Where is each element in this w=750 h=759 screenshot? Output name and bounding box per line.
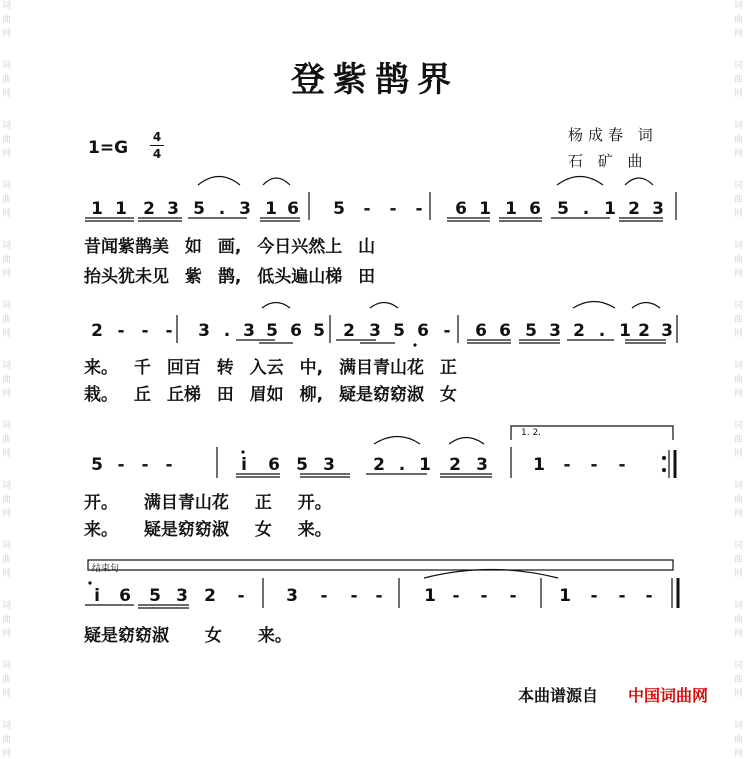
watermark-char: 词	[734, 601, 744, 611]
watermark-char: 词	[734, 121, 744, 131]
note: -	[237, 586, 245, 606]
note: 3	[369, 321, 381, 341]
watermark-char: 曲	[734, 15, 744, 25]
note: -	[141, 455, 149, 475]
watermark-char: 曲	[2, 75, 12, 85]
note: 3	[239, 199, 251, 219]
watermark-char: 词	[2, 1, 12, 11]
note: 2	[638, 321, 650, 341]
watermark-char: 网	[734, 749, 744, 759]
note: -	[375, 586, 383, 606]
watermark-char: 曲	[734, 555, 744, 565]
watermark-char: 词	[734, 721, 744, 731]
watermark-char: 网	[2, 749, 12, 759]
note: 5	[393, 321, 405, 341]
note: 2	[628, 199, 640, 219]
note: .	[218, 199, 226, 219]
watermark-char: 词	[2, 601, 12, 611]
watermark-char: 曲	[734, 495, 744, 505]
watermark-char: 曲	[2, 615, 12, 625]
note: .	[398, 455, 406, 475]
watermark-char: 网	[2, 449, 12, 459]
watermark-char: 网	[734, 629, 744, 639]
watermark-char: 词	[2, 421, 12, 431]
watermark-char: 网	[734, 389, 744, 399]
watermark-char: 网	[2, 689, 12, 699]
row1-lyrics2: 抬头犹未见 紫 鹊, 低头遍山梯 田	[84, 267, 376, 287]
row2-lyrics1: 来。 千 回百 转 入云 中, 满目青山花 正	[84, 358, 457, 378]
watermark-char: 网	[2, 89, 12, 99]
watermark-char: 词	[2, 721, 12, 731]
note: -	[363, 199, 371, 219]
watermark-char: 曲	[2, 255, 12, 265]
watermark-char: 词	[734, 361, 744, 371]
watermark-char: 曲	[734, 75, 744, 85]
note: 1	[265, 199, 277, 219]
watermark-char: 词	[734, 61, 744, 71]
note: -	[165, 321, 173, 341]
note: 3	[549, 321, 561, 341]
note: -	[452, 586, 460, 606]
note: -	[509, 586, 517, 606]
watermark-char: 词	[734, 541, 744, 551]
watermark-char: 网	[734, 209, 744, 219]
note: -	[645, 586, 653, 606]
note: 5	[525, 321, 537, 341]
watermark-char: 网	[2, 569, 12, 579]
watermark-char: 词	[734, 1, 744, 11]
watermark-char: 曲	[734, 615, 744, 625]
watermark-char: 曲	[2, 135, 12, 145]
note: 1	[479, 199, 491, 219]
watermark-char: 曲	[734, 375, 744, 385]
watermark-char: 曲	[2, 495, 12, 505]
note: -	[618, 455, 626, 475]
note: 2	[573, 321, 585, 341]
note: 3	[176, 586, 188, 606]
watermark-char: 网	[2, 149, 12, 159]
watermark-char: 词	[734, 421, 744, 431]
watermark-char: 词	[734, 301, 744, 311]
watermark-char: 曲	[2, 435, 12, 445]
watermark-char: 网	[2, 29, 12, 39]
note: 3	[476, 455, 488, 475]
note: -	[320, 586, 328, 606]
note: 2	[204, 586, 216, 606]
note: -	[415, 199, 423, 219]
note: 6	[290, 321, 302, 341]
note: -	[165, 455, 173, 475]
watermark-char: 网	[734, 689, 744, 699]
watermark-char: 词	[734, 661, 744, 671]
note: 6	[268, 455, 280, 475]
note: 3	[167, 199, 179, 219]
watermark-char: 词	[734, 481, 744, 491]
watermark-char: 词	[734, 241, 744, 251]
note: 3	[198, 321, 210, 341]
note: 6	[475, 321, 487, 341]
watermark-char: 词	[734, 181, 744, 191]
watermark-char: 词	[2, 61, 12, 71]
watermark-char: 词	[2, 541, 12, 551]
note: 1	[91, 199, 103, 219]
row3-lyrics1: 开。 满目青山花 正 开。	[84, 493, 332, 513]
watermark-char: 曲	[734, 135, 744, 145]
note: 5	[296, 455, 308, 475]
watermark-char: 网	[734, 149, 744, 159]
watermark-char: 词	[2, 121, 12, 131]
note: 5	[313, 321, 325, 341]
ending-label: 结束句	[92, 564, 120, 574]
note: 2	[343, 321, 355, 341]
watermark-char: 曲	[734, 315, 744, 325]
note: 3	[652, 199, 664, 219]
watermark-char: 曲	[2, 675, 12, 685]
note: -	[618, 586, 626, 606]
row1-lyrics1: 昔闻紫鹊美 如 画, 今日兴然上 山	[84, 237, 376, 257]
note: .	[598, 321, 606, 341]
note: 5	[266, 321, 278, 341]
watermark-char: 网	[734, 269, 744, 279]
watermark-char: 网	[2, 209, 12, 219]
watermark-char: 词	[2, 301, 12, 311]
note: -	[590, 586, 598, 606]
note: 1	[619, 321, 631, 341]
watermark-char: 曲	[734, 255, 744, 265]
watermark-char: 曲	[734, 675, 744, 685]
watermark-char: 网	[734, 89, 744, 99]
note: 3	[286, 586, 298, 606]
watermark-char: 网	[734, 509, 744, 519]
note: 2	[91, 321, 103, 341]
note: 6	[499, 321, 511, 341]
note: 5	[193, 199, 205, 219]
watermark-char: 曲	[734, 735, 744, 745]
song-title: 登紫鹊界	[291, 60, 459, 100]
note: 1	[533, 455, 545, 475]
watermark-char: 网	[2, 269, 12, 279]
note: .	[582, 199, 590, 219]
note: 2	[373, 455, 385, 475]
note: 1	[424, 586, 436, 606]
note: 3	[661, 321, 673, 341]
watermark-char: 网	[734, 29, 744, 39]
note: -	[350, 586, 358, 606]
watermark-char: 曲	[734, 435, 744, 445]
row3-lyrics2: 来。 疑是窈窈淑 女 来。	[84, 520, 332, 540]
note: 1	[419, 455, 431, 475]
watermark-char: 曲	[2, 195, 12, 205]
watermark-char: 词	[2, 661, 12, 671]
note: 3	[323, 455, 335, 475]
watermark-char: 曲	[2, 15, 12, 25]
note: 6	[119, 586, 131, 606]
key-signature: 1=G	[88, 138, 129, 158]
note: -	[590, 455, 598, 475]
time-signature-bottom: 4	[152, 147, 162, 161]
watermark-char: 词	[2, 181, 12, 191]
watermark-char: 词	[2, 241, 12, 251]
note: 1	[505, 199, 517, 219]
composer-credit: 石 矿 曲	[568, 152, 648, 170]
note: 3	[243, 321, 255, 341]
note: 6	[455, 199, 467, 219]
watermark-char: 网	[2, 629, 12, 639]
footer-source: 本曲谱源自	[518, 686, 599, 705]
volta-label: 1. 2.	[521, 428, 542, 438]
note: 2	[449, 455, 461, 475]
watermark-char: 网	[734, 449, 744, 459]
row4-lyrics1: 疑是窈窈淑 女 来。	[84, 626, 292, 646]
watermark-char: 网	[2, 509, 12, 519]
note: -	[117, 455, 125, 475]
note: -	[563, 455, 571, 475]
time-signature-top: 4	[152, 130, 162, 144]
watermark-char: 网	[734, 569, 744, 579]
note: 5	[149, 586, 161, 606]
watermark-char: 曲	[2, 735, 12, 745]
note: 1	[115, 199, 127, 219]
watermark-char: 网	[2, 389, 12, 399]
note: 2	[143, 199, 155, 219]
note: 6	[287, 199, 299, 219]
note: -	[117, 321, 125, 341]
note: 5	[333, 199, 345, 219]
note: i	[241, 455, 247, 475]
note: 5	[91, 455, 103, 475]
watermark-char: 曲	[2, 315, 12, 325]
watermark-char: 词	[2, 361, 12, 371]
watermark-char: 网	[2, 329, 12, 339]
note: -	[443, 321, 451, 341]
watermark-char: 曲	[2, 555, 12, 565]
note: 6	[529, 199, 541, 219]
watermark-char: 曲	[2, 375, 12, 385]
footer-site-link[interactable]: 中国词曲网	[628, 686, 709, 705]
note: i	[94, 586, 100, 606]
note: 1	[559, 586, 571, 606]
note: 1	[604, 199, 616, 219]
watermark-char: 曲	[734, 195, 744, 205]
row2-lyrics2: 栽。 丘 丘梯 田 眉如 柳, 疑是窈窈淑 女	[84, 385, 457, 405]
note: -	[141, 321, 149, 341]
lyricist-credit: 杨成春 词	[568, 126, 658, 144]
note: -	[389, 199, 397, 219]
note: 5	[557, 199, 569, 219]
note: .	[223, 321, 231, 341]
note: -	[480, 586, 488, 606]
watermark-char: 网	[734, 329, 744, 339]
watermark-char: 词	[2, 481, 12, 491]
note: 6	[417, 321, 429, 341]
